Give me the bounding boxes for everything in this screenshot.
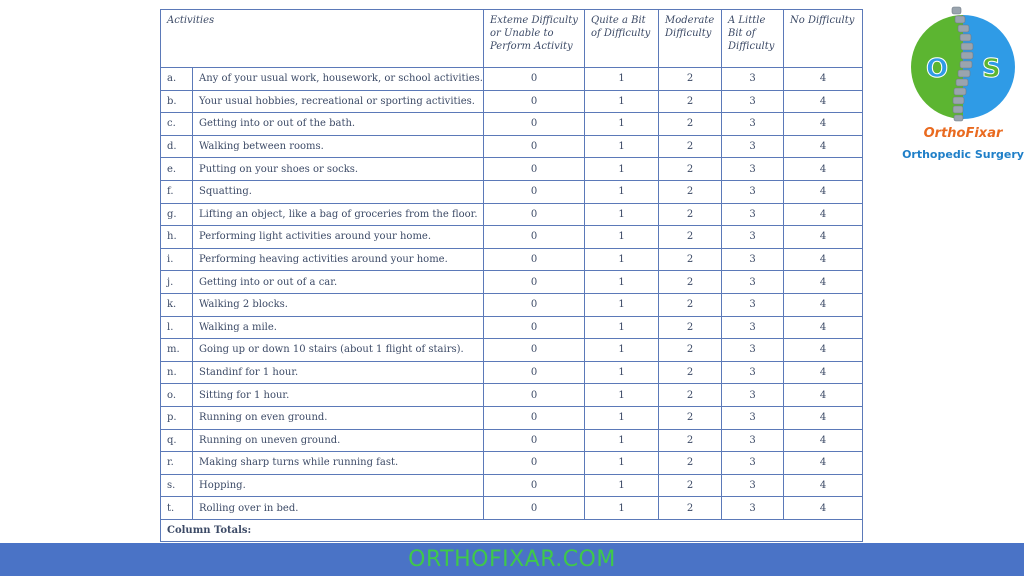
row-activity: Performing light activities around your home.: [193, 226, 484, 249]
score-cell[interactable]: 0: [484, 68, 585, 91]
score-cell[interactable]: 3: [722, 361, 784, 384]
score-cell[interactable]: 0: [484, 339, 585, 362]
score-cell[interactable]: 4: [784, 474, 863, 497]
score-cell[interactable]: 3: [722, 158, 784, 181]
header-extreme-difficulty: Exteme Difficulty or Unable to Perform Activity: [484, 10, 585, 68]
score-cell[interactable]: 3: [722, 90, 784, 113]
row-letter: o.: [161, 384, 193, 407]
row-activity: Running on even ground.: [193, 406, 484, 429]
table-row: [161, 429, 863, 452]
table-row: [161, 135, 863, 158]
score-cell[interactable]: 0: [484, 248, 585, 271]
score-cell[interactable]: 2: [659, 271, 722, 294]
score-cell[interactable]: 4: [784, 68, 863, 91]
score-cell[interactable]: 4: [784, 361, 863, 384]
score-cell[interactable]: 1: [585, 316, 659, 339]
table-row: [161, 203, 863, 226]
row-letter: j.: [161, 271, 193, 294]
score-cell[interactable]: 3: [722, 135, 784, 158]
row-activity: Putting on your shoes or socks.: [193, 158, 484, 181]
logo-brand-name: OrthoFixar: [923, 126, 1003, 141]
row-letter: q.: [161, 429, 193, 452]
score-cell[interactable]: 3: [722, 497, 784, 520]
score-cell[interactable]: 4: [784, 226, 863, 249]
score-cell[interactable]: 4: [784, 429, 863, 452]
score-cell[interactable]: 0: [484, 203, 585, 226]
score-cell[interactable]: 2: [659, 113, 722, 136]
score-cell[interactable]: 3: [722, 68, 784, 91]
score-cell[interactable]: 4: [784, 406, 863, 429]
score-cell[interactable]: 0: [484, 361, 585, 384]
score-cell[interactable]: 3: [722, 406, 784, 429]
score-cell[interactable]: 4: [784, 90, 863, 113]
row-activity: Hopping.: [193, 474, 484, 497]
row-activity: Walking between rooms.: [193, 135, 484, 158]
score-cell[interactable]: 0: [484, 113, 585, 136]
row-letter: i.: [161, 248, 193, 271]
row-activity: Getting into or out of the bath.: [193, 113, 484, 136]
row-activity: Any of your usual work, housework, or school activities.: [193, 68, 484, 91]
row-letter: n.: [161, 361, 193, 384]
score-cell[interactable]: 1: [585, 158, 659, 181]
score-cell[interactable]: 0: [484, 158, 585, 181]
score-cell[interactable]: 4: [784, 497, 863, 520]
header-activities: Activities: [161, 10, 484, 68]
score-cell[interactable]: 2: [659, 474, 722, 497]
lefs-form: [160, 9, 862, 543]
table-row: [161, 226, 863, 249]
score-cell[interactable]: 2: [659, 203, 722, 226]
score-cell[interactable]: 2: [659, 135, 722, 158]
header-row: [161, 10, 863, 68]
table-row: [161, 293, 863, 316]
score-cell[interactable]: 1: [585, 339, 659, 362]
score-cell[interactable]: 1: [585, 429, 659, 452]
table-row: [161, 452, 863, 475]
row-activity: Making sharp turns while running fast.: [193, 452, 484, 475]
row-activity: Going up or down 10 stairs (about 1 flight of stairs).: [193, 339, 484, 362]
score-cell[interactable]: 4: [784, 339, 863, 362]
score-cell[interactable]: 1: [585, 497, 659, 520]
score-cell[interactable]: 3: [722, 226, 784, 249]
score-cell[interactable]: 1: [585, 361, 659, 384]
table-row: [161, 406, 863, 429]
score-cell[interactable]: 4: [784, 452, 863, 475]
score-cell[interactable]: 2: [659, 339, 722, 362]
row-letter: p.: [161, 406, 193, 429]
footer-site-link[interactable]: ORTHOFIXAR.COM: [408, 547, 616, 572]
row-letter: m.: [161, 339, 193, 362]
row-activity: Rolling over in bed.: [193, 497, 484, 520]
score-cell[interactable]: 4: [784, 180, 863, 203]
row-letter: e.: [161, 158, 193, 181]
table-row: [161, 497, 863, 520]
score-cell[interactable]: 2: [659, 361, 722, 384]
table-row: [161, 158, 863, 181]
table-row: [161, 113, 863, 136]
footer-bar: [0, 543, 1024, 576]
score-cell[interactable]: 0: [484, 180, 585, 203]
score-cell[interactable]: 4: [784, 158, 863, 181]
table-row: [161, 248, 863, 271]
score-cell[interactable]: 2: [659, 90, 722, 113]
score-cell[interactable]: 1: [585, 406, 659, 429]
row-letter: d.: [161, 135, 193, 158]
row-letter: h.: [161, 226, 193, 249]
row-activity: Getting into or out of a car.: [193, 271, 484, 294]
score-cell[interactable]: 2: [659, 429, 722, 452]
score-cell[interactable]: 2: [659, 497, 722, 520]
score-cell[interactable]: 0: [484, 429, 585, 452]
score-cell[interactable]: 0: [484, 384, 585, 407]
score-cell[interactable]: 0: [484, 316, 585, 339]
score-cell[interactable]: 2: [659, 248, 722, 271]
header-moderate: Moderate Difficulty: [659, 10, 722, 68]
table-row: [161, 474, 863, 497]
activity-table: [160, 9, 863, 542]
score-cell[interactable]: 0: [484, 226, 585, 249]
table-row: [161, 316, 863, 339]
score-cell[interactable]: 3: [722, 271, 784, 294]
row-letter: a.: [161, 68, 193, 91]
score-cell[interactable]: 1: [585, 384, 659, 407]
score-cell[interactable]: 0: [484, 406, 585, 429]
activity-rows: [161, 68, 863, 520]
score-cell[interactable]: 1: [585, 135, 659, 158]
row-letter: s.: [161, 474, 193, 497]
table-row: [161, 339, 863, 362]
score-cell[interactable]: 4: [784, 248, 863, 271]
score-cell[interactable]: 4: [784, 203, 863, 226]
row-letter: r.: [161, 452, 193, 475]
score-cell[interactable]: 3: [722, 203, 784, 226]
score-cell[interactable]: 1: [585, 203, 659, 226]
score-cell[interactable]: 2: [659, 384, 722, 407]
score-cell[interactable]: 1: [585, 180, 659, 203]
row-activity: Walking a mile.: [193, 316, 484, 339]
score-cell[interactable]: 0: [484, 474, 585, 497]
row-letter: c.: [161, 113, 193, 136]
score-cell[interactable]: 1: [585, 293, 659, 316]
score-cell[interactable]: 3: [722, 339, 784, 362]
score-cell[interactable]: 0: [484, 293, 585, 316]
score-cell[interactable]: 3: [722, 180, 784, 203]
score-cell[interactable]: 1: [585, 248, 659, 271]
score-cell[interactable]: 3: [722, 474, 784, 497]
logo-subtitle: Orthopedic Surgery: [902, 148, 1024, 161]
score-cell[interactable]: 2: [659, 158, 722, 181]
table-row: [161, 180, 863, 203]
score-cell[interactable]: 2: [659, 226, 722, 249]
logo-letter-s: S: [982, 54, 1001, 84]
score-cell[interactable]: 2: [659, 406, 722, 429]
score-cell[interactable]: 2: [659, 180, 722, 203]
row-activity: Lifting an object, like a bag of groceries from the floor.: [193, 203, 484, 226]
table-row: [161, 90, 863, 113]
logo-letter-o: O: [926, 54, 949, 84]
header-no-difficulty: No Difficulty: [784, 10, 863, 68]
column-totals-label: Column Totals:: [161, 519, 863, 541]
row-activity: Standinf for 1 hour.: [193, 361, 484, 384]
score-cell[interactable]: 3: [722, 384, 784, 407]
score-cell[interactable]: 1: [585, 226, 659, 249]
row-activity: Your usual hobbies, recreational or sporting activities.: [193, 90, 484, 113]
row-letter: t.: [161, 497, 193, 520]
score-cell[interactable]: 3: [722, 452, 784, 475]
row-letter: b.: [161, 90, 193, 113]
table-row: [161, 271, 863, 294]
row-activity: Squatting.: [193, 180, 484, 203]
score-cell[interactable]: 2: [659, 68, 722, 91]
row-activity: Walking 2 blocks.: [193, 293, 484, 316]
score-cell[interactable]: 1: [585, 90, 659, 113]
score-cell[interactable]: 1: [585, 271, 659, 294]
score-cell[interactable]: 2: [659, 452, 722, 475]
row-letter: g.: [161, 203, 193, 226]
score-cell[interactable]: 1: [585, 452, 659, 475]
score-cell[interactable]: 1: [585, 474, 659, 497]
header-quite-a-bit: Quite a Bit of Difficulty: [585, 10, 659, 68]
score-cell[interactable]: 4: [784, 384, 863, 407]
row-letter: l.: [161, 316, 193, 339]
score-cell[interactable]: 0: [484, 452, 585, 475]
score-cell[interactable]: 3: [722, 113, 784, 136]
score-cell[interactable]: 3: [722, 429, 784, 452]
row-letter: k.: [161, 293, 193, 316]
header-a-little-bit: A Little Bit of Difficulty: [722, 10, 784, 68]
score-cell[interactable]: 2: [659, 316, 722, 339]
table-row: [161, 68, 863, 91]
score-cell[interactable]: 0: [484, 271, 585, 294]
score-cell[interactable]: 0: [484, 90, 585, 113]
score-cell[interactable]: 4: [784, 316, 863, 339]
score-cell[interactable]: 0: [484, 497, 585, 520]
score-cell[interactable]: 4: [784, 135, 863, 158]
score-cell[interactable]: 0: [484, 135, 585, 158]
score-cell[interactable]: 2: [659, 293, 722, 316]
score-cell[interactable]: 3: [722, 316, 784, 339]
score-cell[interactable]: 3: [722, 293, 784, 316]
score-cell[interactable]: 1: [585, 113, 659, 136]
row-activity: Running on uneven ground.: [193, 429, 484, 452]
score-cell[interactable]: 4: [784, 271, 863, 294]
table-row: [161, 384, 863, 407]
row-activity: Sitting for 1 hour.: [193, 384, 484, 407]
score-cell[interactable]: 1: [585, 68, 659, 91]
score-cell[interactable]: 4: [784, 113, 863, 136]
totals-row: [161, 519, 863, 541]
table-row: [161, 361, 863, 384]
score-cell[interactable]: 4: [784, 293, 863, 316]
row-activity: Performing heaving activities around your home.: [193, 248, 484, 271]
row-letter: f.: [161, 180, 193, 203]
score-cell[interactable]: 3: [722, 248, 784, 271]
